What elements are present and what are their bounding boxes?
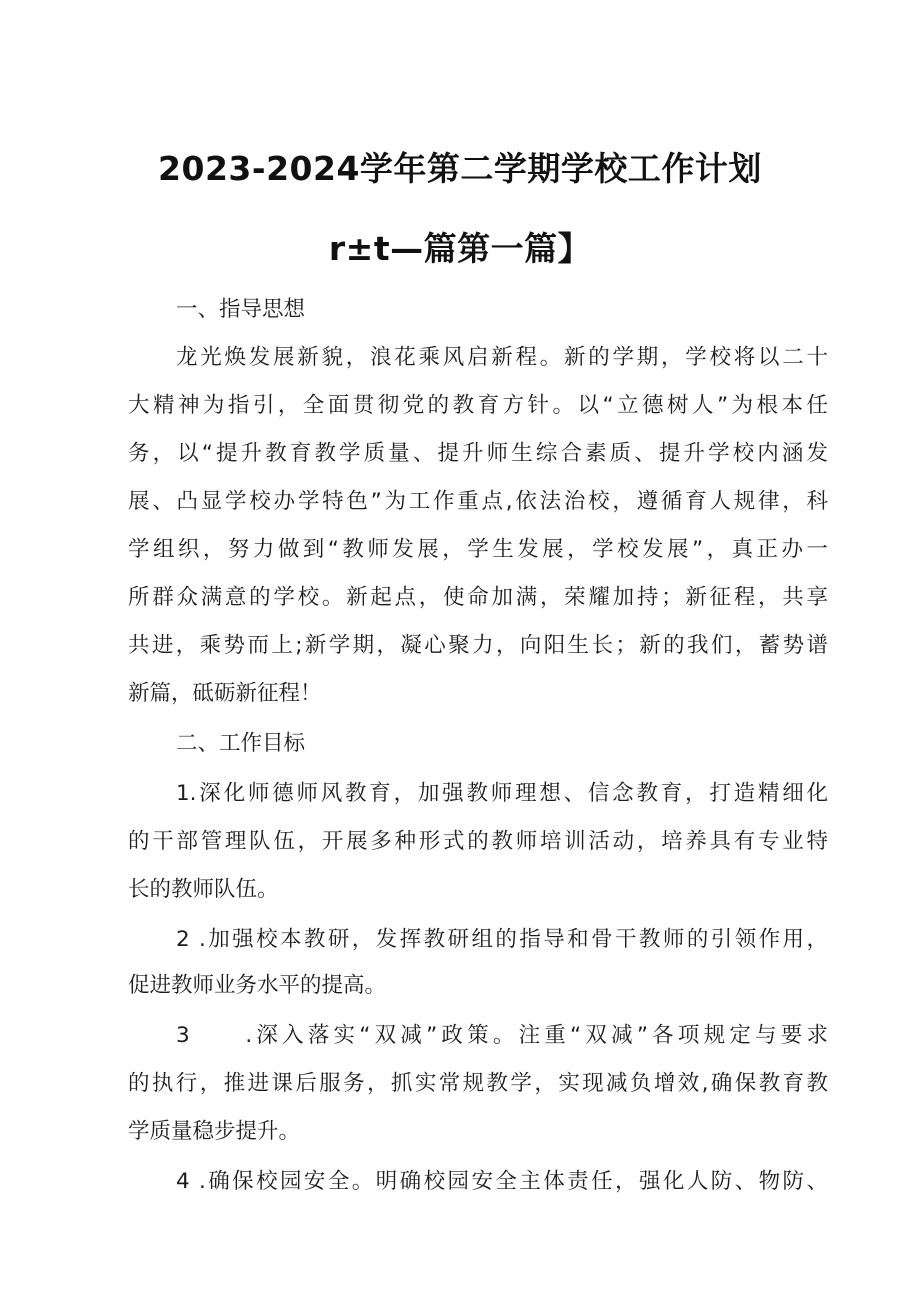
paragraph-line: 大精神为指引，全面贯彻党的教育方针。以“立德树人”为根本任 [128, 393, 828, 418]
document-subtitle: r±t—篇第一篇】 [328, 229, 592, 268]
section-heading-guiding-ideology: 一、指导思想 [176, 297, 306, 322]
paragraph-line: 龙光焕发展新貌，浪花乘风启新程。新的学期，学校将以二十 [176, 345, 828, 370]
paragraph-line: 所群众满意的学校。新起点，使命加满，荣耀加持；新征程，共享 [128, 585, 828, 610]
paragraph-line: 学组织，努力做到“教师发展，学生发展，学校发展”，真正办一 [128, 537, 828, 562]
paragraph-line: 务，以“提升教育教学质量、提升师生综合素质、提升学校内涵发 [128, 441, 828, 466]
paragraph-line: 的干部管理队伍，开展多种形式的教师培训活动，培养具有专业特 [128, 829, 828, 854]
section-heading-work-goals: 二、工作目标 [176, 731, 306, 756]
paragraph-line: 长的教师队伍。 [128, 877, 279, 902]
document-title: 2023-2024学年第二学期学校工作计划 [158, 149, 762, 188]
paragraph-line: 共进，乘势而上;新学期，凝心聚力，向阳生长；新的我们，蓄势谱 [128, 633, 828, 658]
paragraph-line: 2 .加强校本教研，发挥教研组的指导和骨干教师的引领作用， [176, 927, 828, 952]
paragraph-line: 学质量稳步提升。 [128, 1119, 301, 1144]
paragraph-line: 展、凸显学校办学特色”为工作重点,依法治校，遵循育人规律，科 [128, 489, 828, 514]
paragraph-line: 1.深化师德师风教育，加强教师理想、信念教育，打造精细化 [176, 781, 828, 806]
paragraph-line: 的执行，推进课后服务，抓实常规教学，实现减负增效,确保教育教 [128, 1071, 828, 1096]
paragraph-line: 4 .确保校园安全。明确校园安全主体责任，强化人防、物防、 [176, 1169, 828, 1194]
paragraph-line: 新篇，砥砺新征程！ [128, 681, 322, 706]
paragraph-line: 促进教师业务水平的提高。 [128, 973, 387, 998]
paragraph-line: 3 .深入落实“双减”政策。注重“双减”各项规定与要求 [176, 1023, 828, 1048]
